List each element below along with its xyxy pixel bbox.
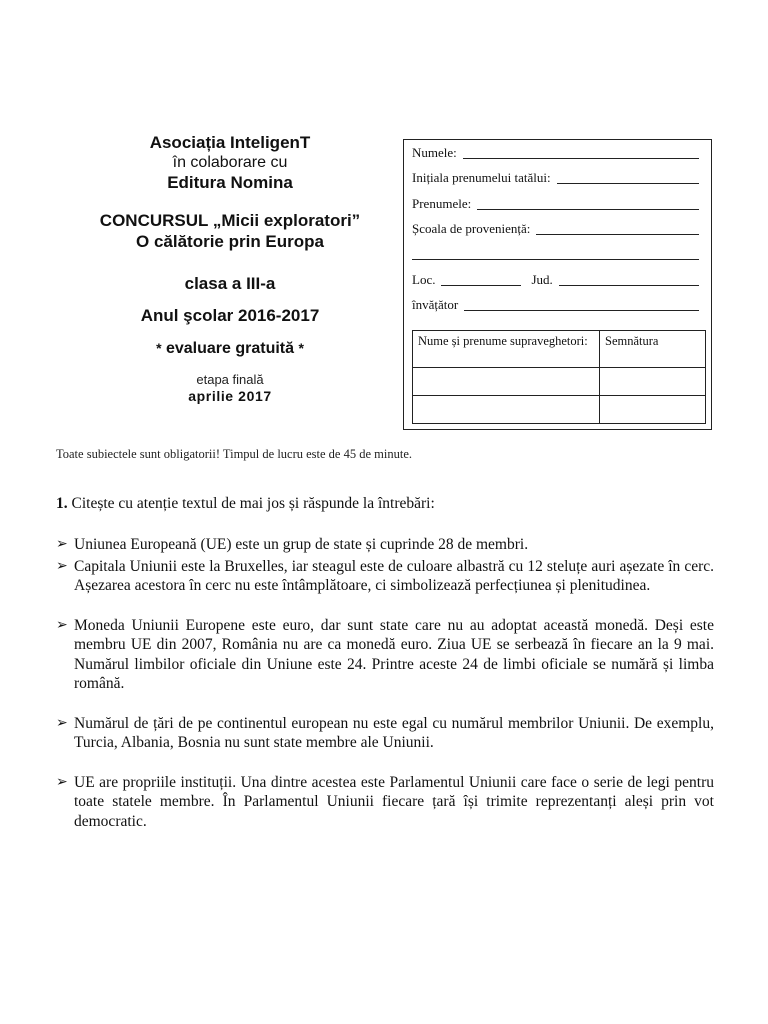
- arrow-bullet-icon: ➢: [56, 558, 68, 574]
- school-field-extra[interactable]: [412, 246, 699, 262]
- father-initial-field[interactable]: [412, 170, 699, 186]
- contest-title: O călătorie prin Europa: [136, 232, 324, 251]
- county-label: Jud.: [531, 272, 553, 287]
- teacher-line[interactable]: [464, 309, 699, 311]
- school-year: Anul şcolar 2016-2017: [140, 306, 320, 325]
- exam-date: aprilie 2017: [188, 388, 272, 404]
- list-item-text: Moneda Uniunii Europene este euro, dar sunt state care nu au adoptat această monedă. Deși este membru UE din 2007, România nu are ca monedă euro. Ziua UE se serbează în fiecare an la 9 mai. Numărul limbilor oficiale din Uniune este 24. Printre aceste 24 de limbi oficiale se numără și limba română.: [74, 616, 714, 692]
- school-field[interactable]: [412, 221, 699, 237]
- name-field[interactable]: [412, 145, 699, 161]
- table-row: [413, 368, 706, 396]
- star-icon: *: [156, 340, 162, 356]
- arrow-bullet-icon: ➢: [56, 774, 68, 790]
- list-item-text: Capitala Uniunii este la Bruxelles, iar steagul este de culoare albastră cu 12 steluțe auri așezate în cerc. Așezarea acestora în cerc nu este întâmplătoare, ci simbolizează perfecțiunea și plenitudinea.: [74, 557, 714, 594]
- signature-header: Semnătura: [600, 331, 706, 368]
- first-name-label: Prenumele:: [412, 196, 472, 211]
- table-header-row: [413, 331, 706, 368]
- school-line[interactable]: [536, 233, 699, 235]
- supervisors-table: [412, 330, 706, 424]
- school-line-extra[interactable]: [412, 258, 699, 260]
- organizer-name: Asociația InteligenT: [149, 133, 311, 152]
- evaluation-line: [40, 338, 420, 359]
- collaboration-text: în colaborare cu: [172, 154, 288, 171]
- supervisor-name-cell[interactable]: [413, 368, 600, 396]
- list-item: [56, 773, 714, 832]
- question-number: 1.: [56, 495, 68, 512]
- arrow-bullet-icon: ➢: [56, 537, 68, 552]
- supervisor-name-cell[interactable]: [413, 396, 600, 424]
- list-item-text: Uniunea Europeană (UE) este un grup de state și cuprinde 28 de membri.: [74, 536, 529, 553]
- father-initial-line[interactable]: [557, 182, 699, 184]
- father-initial-label: Inițiala prenumelui tatălui:: [412, 170, 551, 185]
- locality-field[interactable]: [412, 272, 699, 288]
- list-item-text: Numărul de țări de pe continentul european nu este egal cu numărul membrilor Uniunii. De exemplu, Turcia, Albania, Bosnia nu sunt state membre ale Uniunii.: [74, 714, 714, 751]
- name-line[interactable]: [463, 157, 699, 159]
- signature-cell[interactable]: [600, 396, 706, 424]
- locality-line[interactable]: [441, 284, 521, 286]
- locality-label: Loc.: [412, 272, 436, 287]
- contest-name: CONCURSUL „Micii exploratori”: [99, 211, 361, 230]
- question-1: [56, 495, 716, 513]
- supervisors-header: Nume și prenume supraveghetori:: [413, 331, 600, 368]
- school-label: Școala de proveniență:: [412, 221, 531, 236]
- list-item: [56, 557, 714, 596]
- teacher-label: învățător: [412, 297, 459, 312]
- arrow-bullet-icon: ➢: [56, 715, 68, 731]
- instructions: Toate subiectele sunt obligatorii! Timpul de lucru este de 45 de minute.: [56, 447, 412, 461]
- evaluation-text: evaluare gratuită: [165, 340, 295, 357]
- list-item-text: UE are propriile instituții. Una dintre acestea este Parlamentul Uniunii care face o serie de legi pentru toate statele membre. În Parlamentul Uniunii fiecare țară își trimite reprezentanți aleși prin vot democratic.: [74, 773, 714, 830]
- table-row: [413, 396, 706, 424]
- teacher-field[interactable]: [412, 297, 699, 313]
- first-name-line[interactable]: [477, 208, 699, 210]
- first-name-field[interactable]: [412, 196, 699, 212]
- grade-level: clasa a III-a: [184, 274, 276, 293]
- list-item: [56, 535, 714, 555]
- star-icon: *: [298, 340, 304, 356]
- question-text: Citește cu atenție textul de mai jos și răspunde la întrebări:: [71, 495, 435, 512]
- exam-stage: etapa finală: [196, 372, 264, 387]
- list-item: [56, 714, 714, 753]
- bullet-list: [56, 535, 714, 831]
- signature-cell[interactable]: [600, 368, 706, 396]
- arrow-bullet-icon: ➢: [56, 617, 68, 633]
- list-item: [56, 616, 714, 694]
- county-line[interactable]: [559, 284, 699, 286]
- name-label: Numele:: [412, 145, 457, 160]
- exam-header: [40, 133, 420, 405]
- publisher-name: Editura Nomina: [167, 173, 293, 192]
- student-info-box: [403, 139, 712, 430]
